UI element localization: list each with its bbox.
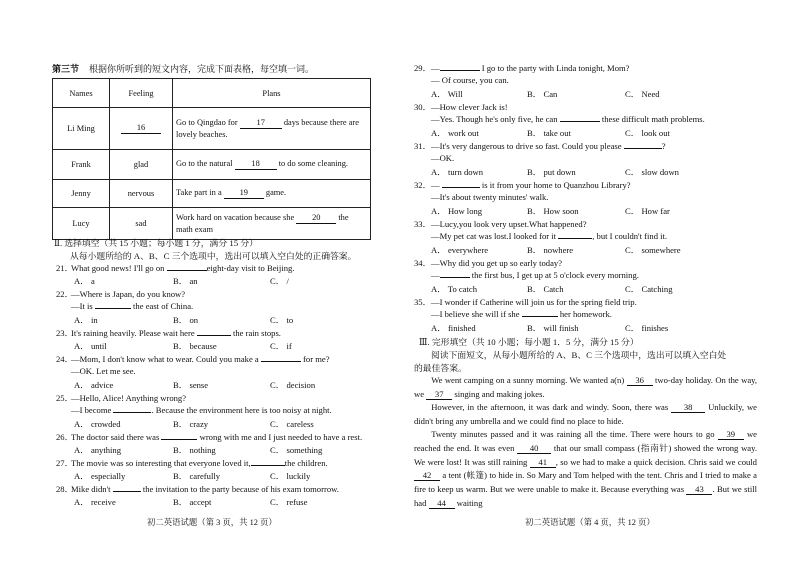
table-row bbox=[53, 180, 371, 208]
blank-39[interactable]: 39 bbox=[718, 429, 744, 440]
cell-feeling: sad bbox=[110, 208, 173, 240]
cloze-paragraph-3: Twenty minutes passed and it was raining all the time. There were hours to go 39 we reached the end. It was even 40 that our small compass (指南针) showed the wrong way. We were lost! It was still raining 41 , so we had to make a quick decision. Chris said we could 42 a tent (帐篷) to hide in. So Mary and Tom helped with the tent. Chris and I tried to make a fire to keep us warm. But we were unable to make it. Because everything was 43 . But we still had 44 waiting bbox=[414, 429, 758, 508]
blank-36[interactable]: 36 bbox=[627, 375, 653, 386]
question-31: 31．—It's very dangerous to drive so fast. Could you please ? bbox=[414, 141, 666, 151]
q21-option-a[interactable]: A． a bbox=[74, 276, 95, 286]
q24-option-a[interactable]: A． advice bbox=[74, 380, 114, 390]
question-25: 25．—Hello, Alice! Anything wrong? bbox=[56, 393, 187, 403]
part3-title: Ⅲ. 完形填空（共 10 小题；每小题 1．5 分，满分 15 分） bbox=[419, 337, 639, 347]
q25-option-a[interactable]: A． crowded bbox=[74, 419, 121, 429]
question-22-line2: —It is the east of China. bbox=[71, 301, 194, 311]
blank-40[interactable]: 40 bbox=[517, 443, 551, 454]
q24-option-b[interactable]: B． sense bbox=[173, 380, 209, 390]
col-plans: Plans bbox=[173, 79, 371, 108]
listening-table bbox=[52, 78, 371, 240]
q32-option-c[interactable]: C． How far bbox=[625, 206, 670, 216]
table-row bbox=[53, 150, 371, 180]
cell-feeling[interactable] bbox=[110, 108, 173, 150]
blank-42[interactable]: 42 bbox=[414, 470, 440, 481]
question-31-line2: —OK. bbox=[431, 153, 455, 163]
question-25-line2: —I become . Because the environment here is too noisy at night. bbox=[71, 405, 332, 415]
blank-20[interactable]: 20 bbox=[296, 213, 336, 224]
question-29-line2: — Of course, you can. bbox=[431, 75, 509, 85]
q22-option-a[interactable]: A． in bbox=[74, 315, 98, 325]
table-row bbox=[53, 208, 371, 240]
table-header-row bbox=[53, 79, 371, 108]
q27-option-a[interactable]: A． especially bbox=[74, 471, 126, 481]
question-26: 26．The doctor said there was wrong with me and I just needed to have a rest. bbox=[56, 432, 363, 442]
q27-option-b[interactable]: B． carefully bbox=[173, 471, 221, 481]
question-34-line2: — the first bus, I get up at 5 o'clock every morning. bbox=[431, 270, 639, 280]
blank-18[interactable]: 18 bbox=[235, 159, 277, 170]
q31-option-b[interactable]: B． put down bbox=[527, 167, 576, 177]
q23-option-b[interactable]: B． because bbox=[173, 341, 217, 351]
blank-44[interactable]: 44 bbox=[429, 498, 455, 509]
blank-37[interactable]: 37 bbox=[426, 389, 452, 400]
section3-title: 第三节 bbox=[52, 64, 80, 74]
q34-option-b[interactable]: B． Catch bbox=[527, 284, 564, 294]
q35-option-b[interactable]: B． will finish bbox=[527, 323, 579, 333]
q29-option-b[interactable]: B． Can bbox=[527, 89, 558, 99]
q30-option-c[interactable]: C． look out bbox=[625, 128, 670, 138]
q30-option-b[interactable]: B． take out bbox=[527, 128, 571, 138]
question-29: 29．— I go to the party with Linda tonight, Mom? bbox=[414, 63, 630, 73]
page-footer-right: 初二英语试题（第 4 页，共 12 页） bbox=[525, 518, 655, 527]
blank-19[interactable]: 19 bbox=[224, 188, 264, 199]
cell-name: Li Ming bbox=[53, 108, 110, 150]
part3-instruction-cont: 的最佳答案。 bbox=[414, 363, 467, 373]
question-27: 27．The movie was so interesting that everyone loved it, the children. bbox=[56, 458, 328, 468]
cell-feeling: nervous bbox=[110, 180, 173, 208]
col-names: Names bbox=[53, 79, 110, 108]
section3-instruction: 根据你所听到的短文内容，完成下面表格，每空填一词。 bbox=[89, 64, 315, 74]
q35-option-a[interactable]: A． finished bbox=[431, 323, 476, 333]
part3-instruction: 阅读下面短文，从每小题所给的 A、B、C 三个选项中，选出可以填入空白处 bbox=[431, 350, 727, 360]
blank-43[interactable]: 43 bbox=[686, 484, 712, 495]
cloze-paragraph-2: However, in the afternoon, it was dark and windy. Soon, there was 38 Unluckily, we didn't bring any umbrella and we could find no place to hide. bbox=[414, 402, 757, 426]
q28-option-a[interactable]: A． receive bbox=[74, 497, 116, 507]
q22-option-b[interactable]: B． on bbox=[173, 315, 199, 325]
question-32: 32．— is it from your home to Quanzhou Library? bbox=[414, 180, 631, 190]
cell-name: Frank bbox=[53, 150, 110, 180]
q21-option-c[interactable]: C． / bbox=[270, 276, 289, 286]
q32-option-b[interactable]: B． How soon bbox=[527, 206, 579, 216]
question-33-line2: —My pet cat was lost.I looked for it , but I couldn't find it. bbox=[431, 231, 668, 241]
question-28: 28．Mike didn't the invitation to the party because of his exam tomorrow. bbox=[56, 484, 339, 494]
q32-option-a[interactable]: A． How long bbox=[431, 206, 483, 216]
cloze-paragraph-1: We went camping on a sunny morning. We wanted a(n) 36 two-day holiday. On the way, we 37 singing and making jokes. bbox=[414, 375, 758, 399]
cell-plan: Go to the natural 18 to do some cleaning. bbox=[173, 150, 371, 180]
page-footer-left: 初二英语试题（第 3 页，共 12 页） bbox=[147, 518, 277, 527]
q23-option-c[interactable]: C． if bbox=[270, 341, 292, 351]
part2-instruction: 从每小题所给的 A、B、C 三个选项中，选出可以填入空白处的正确答案。 bbox=[70, 251, 357, 261]
q28-option-b[interactable]: B． accept bbox=[173, 497, 212, 507]
blank-17[interactable]: 17 bbox=[240, 118, 282, 129]
q28-option-c[interactable]: C． refuse bbox=[270, 497, 308, 507]
q29-option-a[interactable]: A． Will bbox=[431, 89, 463, 99]
question-32-line2: —It's about twenty minutes' walk. bbox=[431, 192, 549, 202]
q22-option-c[interactable]: C． to bbox=[270, 315, 294, 325]
cell-feeling: glad bbox=[110, 150, 173, 180]
q30-option-a[interactable]: A． work out bbox=[431, 128, 479, 138]
q33-option-c[interactable]: C． somewhere bbox=[625, 245, 681, 255]
cell-name: Lucy bbox=[53, 208, 110, 240]
blank-41[interactable]: 41 bbox=[530, 457, 556, 468]
question-21: 21．What good news! I'll go on eight-day visit to Beijing. bbox=[56, 263, 295, 273]
question-35-line2: —I believe she will if she her homework. bbox=[431, 309, 612, 319]
q35-option-c[interactable]: C． finishes bbox=[625, 323, 669, 333]
question-34: 34．—Why did you get up so early today? bbox=[414, 258, 563, 268]
q33-option-a[interactable]: A． everywhere bbox=[431, 245, 489, 255]
q33-option-b[interactable]: B． nowhere bbox=[527, 245, 574, 255]
blank-16[interactable]: 16 bbox=[121, 123, 161, 134]
q34-option-a[interactable]: A． To catch bbox=[431, 284, 478, 294]
question-24: 24．—Mom, I don't know what to wear. Could you make a for me? bbox=[56, 354, 330, 364]
q31-option-a[interactable]: A． turn down bbox=[431, 167, 484, 177]
question-33: 33．—Lucy,you look very upset.What happened? bbox=[414, 219, 587, 229]
cell-plan: Go to Qingdao for 17 days because there are lovely beaches. bbox=[173, 108, 371, 150]
q26-option-a[interactable]: A． anything bbox=[74, 445, 122, 455]
q21-option-b[interactable]: B． an bbox=[173, 276, 198, 286]
q31-option-c[interactable]: C． slow down bbox=[625, 167, 679, 177]
part2-title: Ⅱ. 选择填空（共 15 小题；每小题 1 分，满分 15 分） bbox=[54, 238, 258, 248]
q29-option-c[interactable]: C． Need bbox=[625, 89, 660, 99]
q23-option-a[interactable]: A． until bbox=[74, 341, 107, 351]
question-24-line2: —OK. Let me see. bbox=[71, 366, 136, 376]
question-23: 23．It's raining heavily. Please wait here the rain stops. bbox=[56, 328, 281, 338]
q24-option-c[interactable]: C． decision bbox=[270, 380, 316, 390]
blank-38[interactable]: 38 bbox=[671, 402, 705, 413]
q25-option-c[interactable]: C． careless bbox=[270, 419, 314, 429]
q27-option-c[interactable]: C． luckily bbox=[270, 471, 311, 481]
q25-option-b[interactable]: B． crazy bbox=[173, 419, 209, 429]
q26-option-c[interactable]: C． something bbox=[270, 445, 323, 455]
question-30: 30．—How clever Jack is! bbox=[414, 102, 508, 112]
question-30-line2: —Yes. Though he's only five, he can these difficult math problems. bbox=[431, 114, 705, 124]
question-22: 22．—Where is Japan, do you know? bbox=[56, 289, 186, 299]
cell-plan: Take part in a 19 game. bbox=[173, 180, 371, 208]
table-row bbox=[53, 108, 371, 150]
cell-name: Jenny bbox=[53, 180, 110, 208]
q26-option-b[interactable]: B． nothing bbox=[173, 445, 216, 455]
q34-option-c[interactable]: C． Catching bbox=[625, 284, 673, 294]
right-page bbox=[397, 0, 794, 561]
section3-heading bbox=[52, 62, 314, 75]
question-35: 35．—I wonder if Catherine will join us for the spring field trip. bbox=[414, 297, 637, 307]
cell-plan: Work hard on vacation because she 20 the math exam bbox=[173, 208, 371, 240]
col-feeling: Feeling bbox=[110, 79, 173, 108]
